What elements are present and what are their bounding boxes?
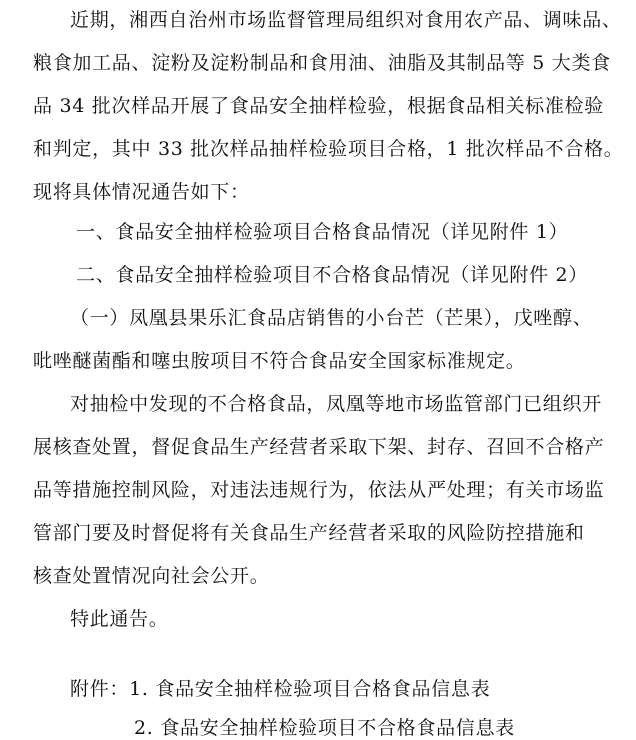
- intro-line-2: 粮食加工品、淀粉及淀粉制品和食用油、油脂及其制品等 5 大类食: [33, 52, 611, 74]
- subsection-line-1: （一）凤凰县果乐汇食品店销售的小台芒（芒果），戊唑醇、: [70, 307, 593, 329]
- section-2-heading: 二、食品安全抽样检验项目不合格食品情况（详见附件 2）: [76, 264, 589, 286]
- action-line-2: 展核查处置，督促食品生产经营者采取下架、封存、召回不合格产: [33, 436, 605, 458]
- intro-line-4: 和判定，其中 33 批次样品抽样检验项目合格，1 批次样品不合格。: [33, 138, 624, 160]
- action-line-4: 管部门要及时督促将有关食品生产经营者采取的风险防控措施和: [33, 522, 585, 544]
- intro-line-5: 现将具体情况通告如下：: [33, 181, 250, 203]
- action-line-3: 品等措施控制风险，对违法违规行为，依法从严处理；有关市场监: [33, 479, 605, 501]
- section-1-heading: 一、食品安全抽样检验项目合格食品情况（详见附件 1）: [76, 221, 569, 243]
- intro-line-1: 近期，湘西自治州市场监督管理局组织对食用农产品、调味品、: [70, 9, 622, 31]
- intro-line-3: 品 34 批次样品开展了食品安全抽样检验，根据食品相关标准检验: [33, 95, 604, 117]
- action-line-5: 核查处置情况向社会公开。: [33, 565, 270, 587]
- attachment-line-1: 附件：1. 食品安全抽样检验项目合格食品信息表: [70, 678, 491, 700]
- subsection-line-2: 吡唑醚菌酯和噻虫胺项目不符合食品安全国家标准规定。: [33, 350, 526, 372]
- closing-line: 特此通告。: [70, 608, 169, 630]
- action-line-1: 对抽检中发现的不合格食品，凤凰等地市场监管部门已组织开: [70, 393, 602, 415]
- attachment-line-2: 2. 食品安全抽样检验项目不合格食品信息表: [134, 717, 515, 739]
